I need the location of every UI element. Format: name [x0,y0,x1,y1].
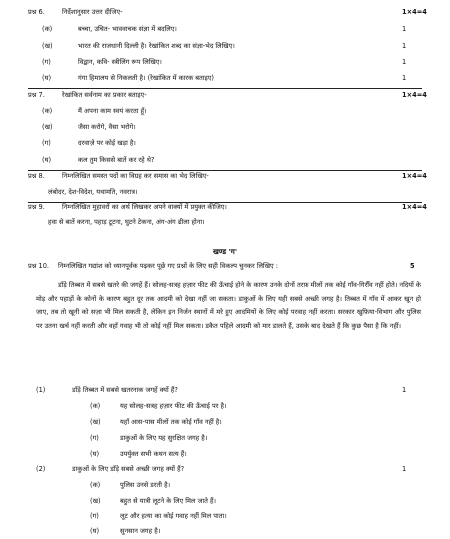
option-text: बच्चा, उचित- भाववाचक संज्ञा में बदलिए। [78,25,177,33]
option-label: (क) [42,25,53,33]
q9-answer-text: हवा से बातें करना, पहाड़ टूटना, घुटने टेकना, अंग-अंग ढीला होना। [48,218,205,226]
option-marks: 1 [402,25,407,33]
option-label: (क) [42,107,53,115]
q7-text: रेखांकित सर्वनाम का प्रकार बताइए- [62,91,147,99]
option-label: (घ) [90,450,100,458]
option-marks: 1 [402,74,407,82]
option-text: पुलिस उनसे डरती है। [120,481,171,489]
option-label: (घ) [90,527,100,535]
option-label: (ग) [42,139,51,147]
option-label: (ख) [42,123,53,131]
q10-sub-2 [0,466,450,477]
q6-text: निर्देशानुसार उत्तर दीजिए- [62,8,123,16]
q8-answer [0,189,450,200]
option-text: यह सोलह-सत्रह हज़ार फीट की ऊँचाई पर है। [120,402,227,410]
q8-answer-text: लंबोदर, देश-विदेश, यथामति, नवरात्र। [48,188,138,196]
option-marks: 1 [402,42,407,50]
q10-passage: डाँड़े तिब्बत में सबसे खतरे की जगहें हैं। सोलह-सत्रह हज़ार फीट की ऊँचाई होने के कारण उनके दोनों तरफ़ मीलों तक कोई गाँव-गिरौँव नहीं होते। नदियों के मोड़ और पहाड़ों के कोनों के कारण बहुत दूर तक आदमी को देखा नहीं जा सकता। डाकुओं के लिए यही सबसे अच्छी जगह है। तिब्बत में गाँव में आकर खून हो जाए, तब तो खूनी को सज़ा भी मिल सकती है, लेकिन इन निर्जन स्थानों में मरे हुए आदमियों के लिए कोई परवाह नहीं करता। सरकार खुफ़िया-विभाग और पुलिस पर उतना खर्च नहीं करती और वहाँ गवाह भी तो कोई नहीं मिल सकता। डकैत पहिले आदमी को मार डालते हैं, उसके बाद देखते हैं कि कुछ पैसा है कि नहीं। [36,281,421,330]
option-label: (ग) [42,58,51,66]
q7-option-kha [0,124,450,135]
divider [28,88,422,89]
q6-option-ka [0,26,450,37]
q9-header [0,204,450,215]
q7-option-gha [0,157,450,168]
option-text: बहुत से यात्री लूटने के लिए मिल जाते हैं। [120,497,216,505]
q10-sub-1-option-ga [0,435,450,446]
sub-marks: 1 [402,386,407,394]
option-text: उपर्युक्त सभी कथन सत्य हैं। [120,450,187,458]
q6-option-gha [0,75,450,86]
option-text: दरवाज़े पर कोई खड़ा है। [78,139,136,147]
q10-sub-2-option-ga [0,513,450,524]
q6-number: प्रश्न 6. [28,8,45,16]
q7-header [0,92,450,103]
option-text: यहाँ आस-पास मीलों तक कोई गाँव नहीं है। [120,418,222,426]
q6-option-kha [0,43,450,54]
option-label: (ग) [90,434,99,442]
q9-number: प्रश्न 9. [28,203,45,211]
q6-option-ga [0,59,450,70]
option-label: (क) [90,481,101,489]
q10-sub-2-option-ka [0,482,450,493]
sub-text: डाँड़े तिब्बत में सबसे खतरनाक जगहें क्यों हैं? [72,386,178,394]
q10-sub-1-option-gha [0,451,450,462]
q8-text: निम्नलिखित समस्त पदों का विग्रह कर समास का भेद लिखिए- [62,172,209,180]
q6-marks: 1×4=4 [402,8,427,16]
option-label: (घ) [42,74,52,82]
q10-sub-1 [0,387,450,398]
q7-marks: 1×4=4 [402,91,427,99]
option-text: जैसा करोगे, वैसा भरोगे। [78,123,136,131]
option-label: (क) [90,402,101,410]
q9-answer [0,219,450,230]
q10-number: प्रश्न 10. [28,262,49,270]
option-text: डाकुओं के लिए यह सुरक्षित जगह है। [120,434,208,442]
option-label: (ख) [90,418,101,426]
option-marks: 1 [402,58,407,66]
q9-marks: 1×4=4 [402,203,427,211]
option-label: (ग) [90,512,99,520]
option-text: गंगा हिमालय से निकलती है। (रेखांकित में कारक बताइए) [78,74,214,82]
sub-label: (2) [36,465,46,473]
option-text: सुनसान जगह है। [120,527,161,535]
q10-sub-1-option-ka [0,403,450,414]
option-label: (ख) [42,42,53,50]
option-label: (ख) [90,497,101,505]
q7-number: प्रश्न 7. [28,91,45,99]
q10-marks: 5 [410,262,415,270]
q6-header [0,9,450,20]
sub-label: (1) [36,386,46,394]
q7-option-ka [0,108,450,119]
option-label: (घ) [42,156,52,164]
option-text: भारत की राजधानी दिल्ली है। रेखांकित शब्द का संज्ञा-भेद लिखिए। [78,42,235,50]
q10-text: निम्नलिखित गद्यांश को ध्यानपूर्वक पढ़कर पूछे गए प्रश्नों के लिए सही विकल्प चुनकर लिखिए : [58,262,278,270]
q8-number: प्रश्न 8. [28,172,45,180]
q8-header [0,173,450,184]
q10-sub-2-option-kha [0,498,450,509]
option-text: लूट और हत्या का कोई गवाह नहीं मिल पाता। [120,512,227,520]
q8-marks: 1×4=4 [402,172,427,180]
q10-header [0,263,450,274]
divider [28,170,422,171]
q9-text: निम्नलिखित मुहावरों का अर्थ लिखकर अपने वाक्यों में प्रयुक्त कीजिए। [62,203,227,211]
option-text: कल तुम किससे बातें कर रहे थे? [78,156,155,164]
q10-sub-2-option-gha [0,528,450,539]
option-text: मैं अपना काम स्वयं करता हूँ। [78,107,147,115]
option-text: विद्वान, कवि- स्त्रीलिंग रूप लिखिए। [78,58,162,66]
q10-sub-1-option-kha [0,419,450,430]
sub-text: डाकुओं के लिए डाँड़े सबसे अच्छी जगह क्यों हैं? [72,465,185,473]
sub-marks: 1 [402,465,407,473]
q7-option-ga [0,140,450,151]
section-heading: खण्ड 'ग' [212,247,238,256]
